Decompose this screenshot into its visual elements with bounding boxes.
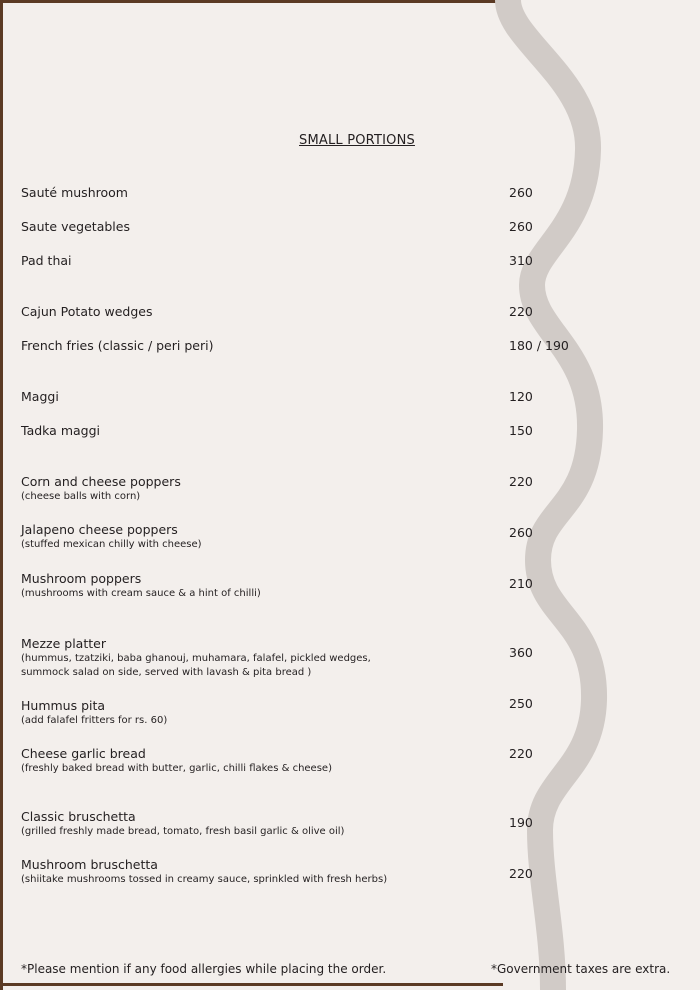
menu-item (21, 389, 59, 405)
menu-item (21, 857, 387, 887)
item-name: Mezze platter (21, 636, 106, 651)
item-description: (hummus, tzatziki, baba ghanouj, muhamara, falafel, pickled wedges, (21, 653, 371, 664)
item-name: Mushroom bruschetta (21, 857, 158, 872)
item-name: Sauté mushroom (21, 185, 128, 200)
item-name: Cheese garlic bread (21, 746, 146, 761)
item-name: Cajun Potato wedges (21, 304, 153, 319)
item-name: Classic bruschetta (21, 809, 136, 824)
allergy-note: *Please mention if any food allergies while placing the order. (21, 962, 387, 976)
item-price: 150 (509, 423, 533, 438)
item-description: (freshly baked bread with butter, garlic, chilli flakes & cheese) (21, 763, 332, 774)
menu-item (21, 571, 261, 601)
item-price: 210 (509, 576, 533, 591)
menu-item (21, 219, 130, 235)
item-price: 360 (509, 645, 533, 660)
item-price: 310 (509, 253, 533, 268)
item-name: Mushroom poppers (21, 571, 142, 586)
item-description-line2: summock salad on side, served with lavash & pita bread ) (21, 667, 312, 678)
menu-item (21, 809, 344, 839)
section-title: SMALL PORTIONS (299, 133, 415, 148)
item-description: (stuffed mexican chilly with cheese) (21, 539, 202, 550)
item-name: Pad thai (21, 253, 72, 268)
item-price: 220 (509, 866, 533, 881)
item-price: 120 (509, 389, 533, 404)
menu-item (21, 338, 213, 354)
item-name: Hummus pita (21, 698, 106, 713)
item-description: (shiitake mushrooms tossed in creamy sauce, sprinkled with fresh herbs) (21, 874, 388, 885)
menu-item (21, 474, 181, 504)
menu-item (21, 423, 100, 439)
menu-item (21, 636, 371, 680)
item-price: 180 / 190 (509, 338, 569, 353)
item-price: 260 (509, 525, 533, 540)
item-name: French fries (classic / peri peri) (21, 338, 214, 353)
item-price: 220 (509, 474, 533, 489)
item-price: 250 (509, 696, 533, 711)
item-description: (add falafel fritters for rs. 60) (21, 715, 168, 726)
item-name: Saute vegetables (21, 219, 130, 234)
menu-item (21, 253, 72, 269)
menu-item (21, 185, 128, 201)
item-price: 260 (509, 185, 533, 200)
item-price: 220 (509, 304, 533, 319)
item-price: 260 (509, 219, 533, 234)
item-price: 190 (509, 815, 533, 830)
item-price: 220 (509, 746, 533, 761)
item-description: (grilled freshly made bread, tomato, fresh basil garlic & olive oil) (21, 826, 345, 837)
menu-item (21, 522, 202, 552)
tax-note: *Government taxes are extra. (491, 962, 671, 976)
item-description: (mushrooms with cream sauce & a hint of chilli) (21, 588, 261, 599)
menu-item (21, 746, 332, 776)
item-description: (cheese balls with corn) (21, 491, 141, 502)
item-name: Maggi (21, 389, 59, 404)
item-name: Tadka maggi (21, 423, 100, 438)
menu-item (21, 698, 167, 728)
menu-item (21, 304, 153, 320)
item-name: Corn and cheese poppers (21, 474, 181, 489)
item-name: Jalapeno cheese poppers (21, 522, 178, 537)
